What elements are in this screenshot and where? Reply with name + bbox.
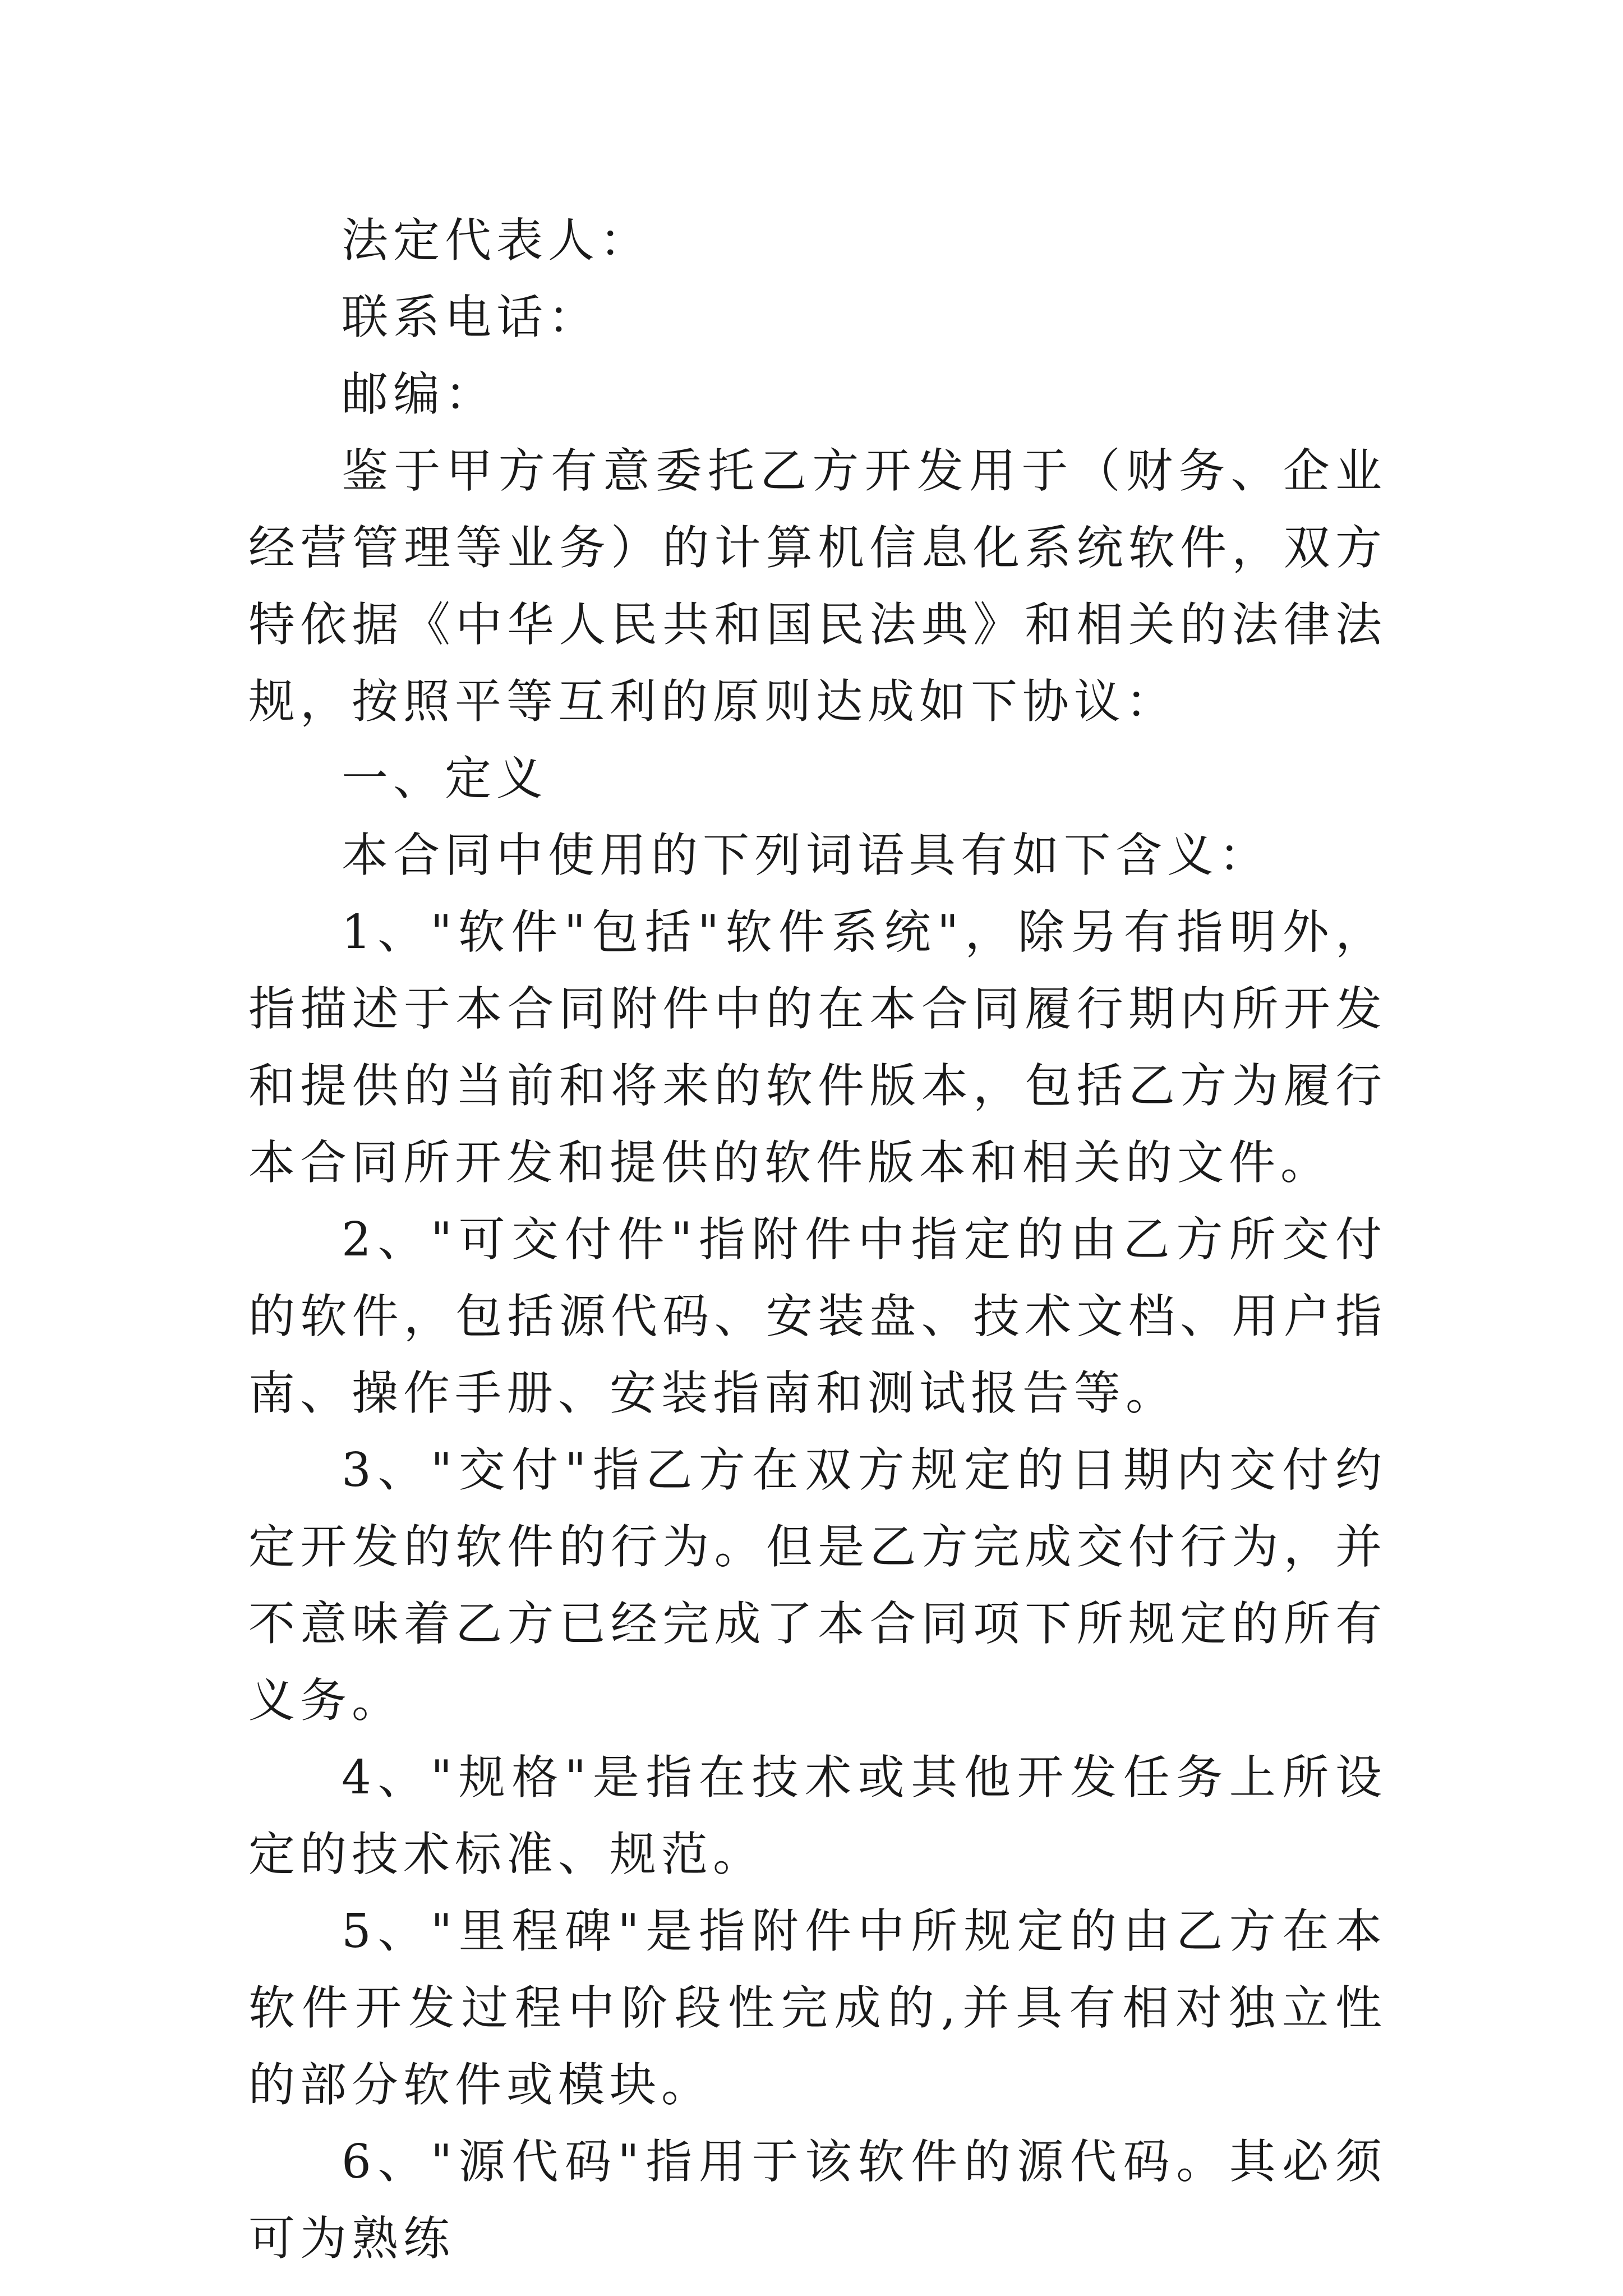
definition-item-specification: 4、"规格"是指在技术或其他开发任务上所设定的技术标准、规范。 bbox=[248, 1750, 1387, 1881]
definitions-intro: 本合同中使用的下列词语具有如下含义： bbox=[342, 828, 1270, 882]
postal-code-line: 邮编： bbox=[342, 367, 496, 421]
definition-item-delivery: 3、"交付"指乙方在双方规定的日期内交付约定开发的软件的行为。但是乙方完成交付行为，并不意味着乙方已经完成了本合同项下所规定的所有义务。 bbox=[248, 1443, 1387, 1728]
document-page bbox=[248, 202, 1387, 2277]
definition-item-deliverables: 2、"可交付件"指附件中指定的由乙方所交付的软件，包括源代码、安装盘、技术文档、用户指南、操作手册、安装指南和测试报告等。 bbox=[248, 1212, 1387, 1420]
contact-phone-line: 联系电话： bbox=[342, 290, 600, 344]
definition-item-milestone: 5、"里程碑"是指附件中所规定的由乙方在本软件开发过程中阶段性完成的,并具有相对独立性的部分软件或模块。 bbox=[248, 1904, 1387, 2112]
legal-representative-line: 法定代表人： bbox=[342, 213, 651, 268]
preamble-paragraph: 鉴于甲方有意委托乙方开发用于（财务、企业经营管理等业务）的计算机信息化系统软件，双方特依据《中华人民共和国民法典》和相关的法律法规，按照平等互利的原则达成如下协议： bbox=[248, 444, 1387, 729]
section-heading-definitions: 一、定义 bbox=[342, 751, 548, 806]
definition-item-software: 1、"软件"包括"软件系统"，除另有指明外，指描述于本合同附件中的在本合同履行期内所开发和提供的当前和将来的软件版本，包括乙方为履行本合同所开发和提供的软件版本和相关的文件。 bbox=[248, 905, 1387, 1190]
definition-item-source-code: 6、"源代码"指用于该软件的源代码。其必须可为熟练 bbox=[248, 2134, 1387, 2266]
